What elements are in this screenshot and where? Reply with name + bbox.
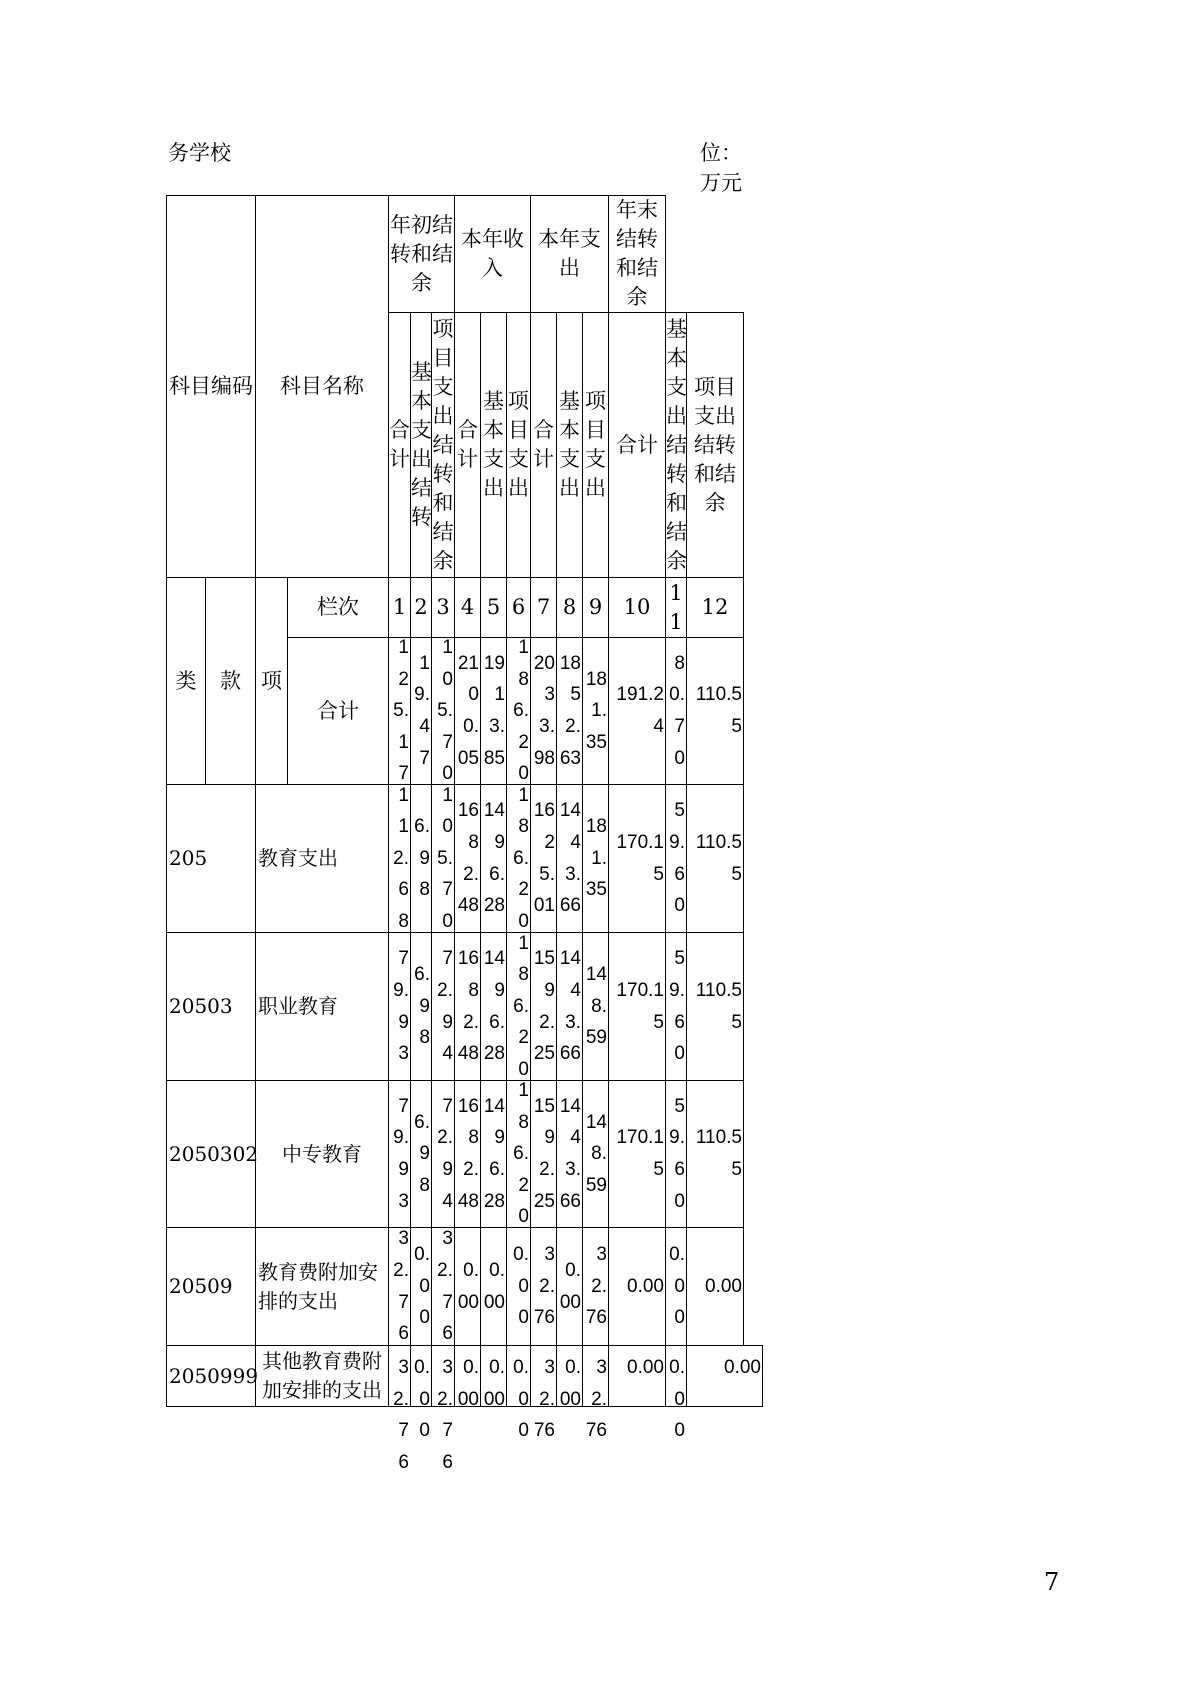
value-cell-col-4-text: 1682.48 [457,800,479,917]
value-cell-col-2 [410,1227,432,1346]
value-cell-col-5 [480,1227,507,1346]
value-cell-col-2-text: 0.00 [414,1357,430,1442]
value-cell-col-6-text: 186.20 [513,932,529,1080]
header-sub-6 [506,312,531,578]
value-cell-col-11-text: 59.60 [669,800,685,917]
value-cell-col-2-text: 6.98 [414,1111,430,1196]
value-cell-col-12-text: 110.55 [695,684,742,737]
value-cell-col-5-text: 1496.28 [483,1095,505,1212]
row-total-name [287,637,389,785]
row-name [255,1227,389,1346]
header-sub-8 [556,312,583,578]
value-cell-col-9-text: 181.35 [585,668,607,753]
value-cell-col-7-text: 2033.98 [533,652,555,769]
value-cell-col-4-text: 1682.48 [457,948,479,1065]
value-cell-col-6 [506,637,531,785]
value-cell-col-4 [454,932,481,1081]
value-cell-col-3 [431,932,455,1081]
column-number-6 [506,577,531,638]
value-cell-col-12 [686,637,744,785]
header-xiang [255,577,288,785]
org-name-fragment: 务学校 [168,141,231,165]
column-number-8 [556,577,583,638]
value-cell-col-7-text: 1592.25 [533,1095,555,1212]
header-group-expense [530,195,609,313]
header-sub-11 [665,312,687,578]
value-cell-col-8-text: 1443.66 [559,948,581,1065]
value-cell-col-9 [582,1345,609,1442]
row-code-text: 2050999 [169,1363,259,1388]
value-cell-col-9 [582,637,609,785]
value-cell-col-10-text: 191.24 [616,684,664,737]
value-cell-col-3 [431,784,455,933]
value-cell-col-7 [530,1227,557,1346]
value-cell-col-2-text: 19.47 [414,652,430,769]
value-cell-col-2 [410,932,432,1081]
value-cell-col-8 [556,1080,583,1228]
value-cell-col-11 [665,1345,687,1442]
column-number-3 [431,577,455,638]
header-sub-6-text: 项目支出 [508,389,529,500]
value-cell-col-3 [431,1227,455,1346]
value-cell-col-11 [665,637,687,785]
value-cell-col-10 [608,784,666,933]
value-cell-col-7 [530,1080,557,1228]
value-cell-col-1-text: 32.76 [393,1228,409,1345]
row-code-text: 2050302 [169,1141,259,1166]
value-cell-col-5-text: 1496.28 [483,800,505,917]
header-sub-2 [410,312,432,578]
value-cell-col-10-text: 170.15 [616,831,664,885]
value-cell-col-5-text: 1496.28 [483,948,505,1065]
value-cell-col-12 [686,932,744,1081]
value-cell-col-8 [556,1227,583,1346]
value-cell-col-5 [480,1080,507,1228]
value-cell-col-1 [388,637,411,785]
header-lei-text: 类 [175,668,197,693]
value-cell-col-1-text: 79.93 [393,1095,409,1212]
row-total-name-text: 合计 [317,698,359,723]
value-cell-col-9 [582,932,609,1081]
value-cell-col-5-text: 0.00 [483,1357,505,1410]
value-cell-col-7-text: 32.76 [533,1357,555,1442]
value-cell-col-12-text: 0.00 [724,1357,761,1378]
value-cell-col-12-text: 110.55 [695,831,742,885]
row-code [166,1345,259,1407]
column-number-11 [665,577,687,638]
column-number-12-text: 12 [701,595,729,619]
value-cell-col-10 [608,1345,666,1407]
value-cell-col-7-text: 1625.01 [533,800,555,917]
row-code-text: 20509 [169,1274,233,1298]
header-sub-3-text: 项目支出结转和结余 [432,316,454,573]
header-sub-4-text: 合计 [457,418,478,471]
row-name [255,932,389,1081]
value-cell-col-8 [556,784,583,933]
value-cell-col-6 [506,1345,531,1442]
header-xiang-text: 项 [261,668,282,693]
header-kuan [205,577,256,785]
value-cell-col-3 [431,637,455,785]
header-code [166,195,256,578]
header-sub-9 [582,312,609,578]
value-cell-col-6-text: 186.20 [513,637,529,785]
value-cell-col-7 [530,1345,557,1442]
value-cell-col-4 [454,637,481,785]
header-kuan-text: 款 [220,668,241,693]
column-number-9 [582,577,609,638]
value-cell-col-9-text: 181.35 [585,816,607,901]
value-cell-col-2-text: 6.98 [414,964,430,1049]
column-number-3-text: 3 [436,595,450,619]
value-cell-col-1 [388,784,411,933]
header-sub-1-text: 合计 [389,418,410,471]
value-cell-col-6 [506,784,531,933]
header-group-income [454,195,531,313]
header-sub-9-text: 项目支出 [585,389,606,500]
column-number-6-text: 6 [511,595,526,619]
value-cell-col-9 [582,1227,609,1346]
value-cell-col-9 [582,784,609,933]
value-cell-col-10 [608,637,666,785]
column-number-1 [388,577,411,638]
header-sub-7-text: 合计 [533,418,554,471]
value-cell-col-1-text: 32.76 [393,1357,409,1473]
header-sub-5 [480,312,507,578]
value-cell-col-11 [665,784,687,933]
column-number-2-text: 2 [414,595,428,619]
value-cell-col-2 [410,637,432,785]
header-sub-8-text: 基本支出 [559,389,580,500]
column-number-9-text: 9 [588,595,603,619]
value-cell-col-6-text: 0.00 [513,1357,529,1442]
value-cell-col-10 [608,932,666,1081]
value-cell-col-2-text: 0.00 [414,1244,430,1329]
value-cell-col-9-text: 32.76 [585,1357,607,1442]
header-group-opening-text: 年初结转和结余 [390,212,453,295]
value-cell-col-1 [388,932,411,1081]
column-number-11-text: 11 [669,580,683,634]
value-cell-col-9 [582,1080,609,1228]
header-group-closing [608,195,666,313]
value-cell-col-12 [686,1227,744,1346]
value-cell-col-5-text: 1913.85 [483,652,505,769]
value-cell-col-4-text: 2100.05 [457,652,479,769]
row-name-text: 教育费附加安排的支出 [258,1259,378,1313]
header-name-text: 科目名称 [280,374,364,398]
header-sub-3 [431,312,455,578]
column-number-7 [530,577,557,638]
value-cell-col-2-text: 6.98 [414,816,430,901]
value-cell-col-5 [480,932,507,1081]
value-cell-col-4 [454,784,481,933]
row-code [166,932,256,1081]
row-name-text: 职业教育 [258,994,338,1018]
value-cell-col-10 [608,1080,666,1228]
value-cell-col-11-text: 59.60 [669,1095,685,1212]
value-cell-col-8 [556,932,583,1081]
value-cell-col-8-text: 0.00 [559,1357,581,1410]
value-cell-col-5-text: 0.00 [483,1259,505,1313]
header-sub-5-text: 基本支出 [483,389,504,500]
value-cell-col-12-text: 110.55 [695,979,742,1033]
value-cell-col-3-text: 105.70 [437,637,453,785]
value-cell-col-3 [431,1080,455,1228]
value-cell-col-8-text: 1852.63 [559,652,581,769]
row-code-text: 20503 [169,994,233,1018]
column-number-10-text: 10 [623,595,651,619]
row-name [255,1080,389,1228]
value-cell-col-10-text: 0.00 [627,1275,664,1297]
value-cell-col-6-text: 186.20 [513,784,529,932]
value-cell-col-4 [454,1345,481,1410]
value-cell-col-10-text: 0.00 [627,1357,664,1378]
value-cell-col-3-text: 32.76 [437,1357,453,1473]
value-cell-col-10-text: 170.15 [616,979,664,1033]
value-cell-col-6-text: 0.00 [513,1244,529,1329]
header-sub-1 [388,312,411,578]
value-cell-col-1-text: 112.68 [393,784,409,932]
value-cell-col-7 [530,784,557,933]
value-cell-col-12 [686,1080,744,1228]
value-cell-col-5 [480,1345,507,1410]
value-cell-col-8-text: 1443.66 [559,1095,581,1212]
value-cell-col-3-text: 72.94 [437,948,453,1065]
row-name-text: 教育支出 [258,846,338,870]
value-cell-col-2 [410,784,432,933]
header-group-opening [388,195,455,313]
value-cell-col-1-text: 125.17 [393,637,409,785]
header-sub-2-text: 基本支出结转 [411,360,432,529]
header-sub-10 [608,312,666,578]
value-cell-col-6 [506,932,531,1081]
column-number-8-text: 8 [562,595,577,619]
value-cell-col-3 [431,1345,455,1473]
value-cell-col-9-text: 32.76 [585,1244,607,1329]
value-cell-col-4-text: 0.00 [457,1259,479,1313]
value-cell-col-10 [608,1227,666,1346]
value-cell-col-2 [410,1345,432,1442]
value-cell-col-1 [388,1080,411,1228]
column-number-5-text: 5 [486,595,501,619]
value-cell-col-3-text: 32.76 [437,1228,453,1345]
value-cell-col-7 [530,637,557,785]
value-cell-col-11-text: 0.00 [669,1357,685,1442]
value-cell-col-11 [665,1080,687,1228]
value-cell-col-5 [480,637,507,785]
value-cell-col-7-text: 32.76 [533,1244,555,1329]
value-cell-col-6 [506,1080,531,1228]
page-number: 7 [1044,1568,1060,1596]
value-cell-col-10-text: 170.15 [616,1127,664,1180]
header-group-expense-text: 本年支出 [538,227,601,280]
value-cell-col-3-text: 105.70 [437,784,453,932]
value-cell-col-1 [388,1227,411,1346]
row-name [255,1345,389,1407]
value-cell-col-11-text: 59.60 [669,948,685,1065]
column-number-7-text: 7 [536,595,551,619]
value-cell-col-12-text: 110.55 [695,1127,742,1180]
value-cell-col-12 [686,1345,763,1407]
value-cell-col-5 [480,784,507,933]
value-cell-col-6-text: 186.20 [513,1080,529,1228]
value-cell-col-11 [665,932,687,1081]
header-sub-12 [686,312,744,578]
value-cell-col-11-text: 80.70 [669,652,685,769]
header-sub-10-text: 合计 [616,432,658,457]
value-cell-col-3-text: 72.94 [437,1095,453,1212]
row-code [166,1080,259,1228]
header-sub-7 [530,312,557,578]
column-number-1-text: 1 [392,595,407,619]
header-sub-11-text: 基本支出结转和结余 [666,316,687,573]
value-cell-col-8-text: 1443.66 [559,800,581,917]
value-cell-col-12-text: 0.00 [705,1275,742,1297]
row-code-text: 205 [169,846,208,870]
value-cell-col-8-text: 0.00 [559,1259,581,1313]
column-number-10 [608,577,666,638]
column-index-label-text: 栏次 [317,595,359,619]
column-number-4-text: 4 [460,595,475,619]
row-name-text: 中专教育 [282,1141,362,1166]
value-cell-col-7 [530,932,557,1081]
value-cell-col-9-text: 148.59 [585,964,607,1049]
header-sub-12-text: 项目支出结转和结余 [694,374,736,515]
column-number-5 [480,577,507,638]
unit-label: 位：万元 [700,141,742,195]
value-cell-col-4-text: 1682.48 [457,1095,479,1212]
value-cell-col-4 [454,1080,481,1228]
header-group-income-text: 本年收入 [461,227,524,280]
value-cell-col-2 [410,1080,432,1228]
value-cell-col-6 [506,1227,531,1346]
value-cell-col-8 [556,1345,583,1410]
value-cell-col-1-text: 79.93 [393,948,409,1065]
header-lei [166,577,206,785]
value-cell-col-7-text: 1592.25 [533,948,555,1065]
header-sub-4 [454,312,481,578]
row-code [166,1227,256,1346]
row-name-text: 其他教育费附加安排的支出 [262,1349,382,1402]
value-cell-col-4-text: 0.00 [457,1357,479,1410]
value-cell-col-12 [686,784,744,933]
row-name [255,784,389,933]
column-number-12 [686,577,744,638]
value-cell-col-4 [454,1227,481,1346]
value-cell-col-11-text: 0.00 [669,1244,685,1329]
value-cell-col-11 [665,1227,687,1346]
header-code-text: 科目编码 [169,374,253,398]
row-code [166,784,256,933]
column-index-label [287,577,389,638]
value-cell-col-8 [556,637,583,785]
value-cell-col-1 [388,1345,411,1473]
value-cell-col-9-text: 148.59 [585,1111,607,1196]
column-number-2 [410,577,432,638]
column-number-4 [454,577,481,638]
header-name [255,195,389,578]
header-group-closing-text: 年末结转和结余 [616,198,658,309]
